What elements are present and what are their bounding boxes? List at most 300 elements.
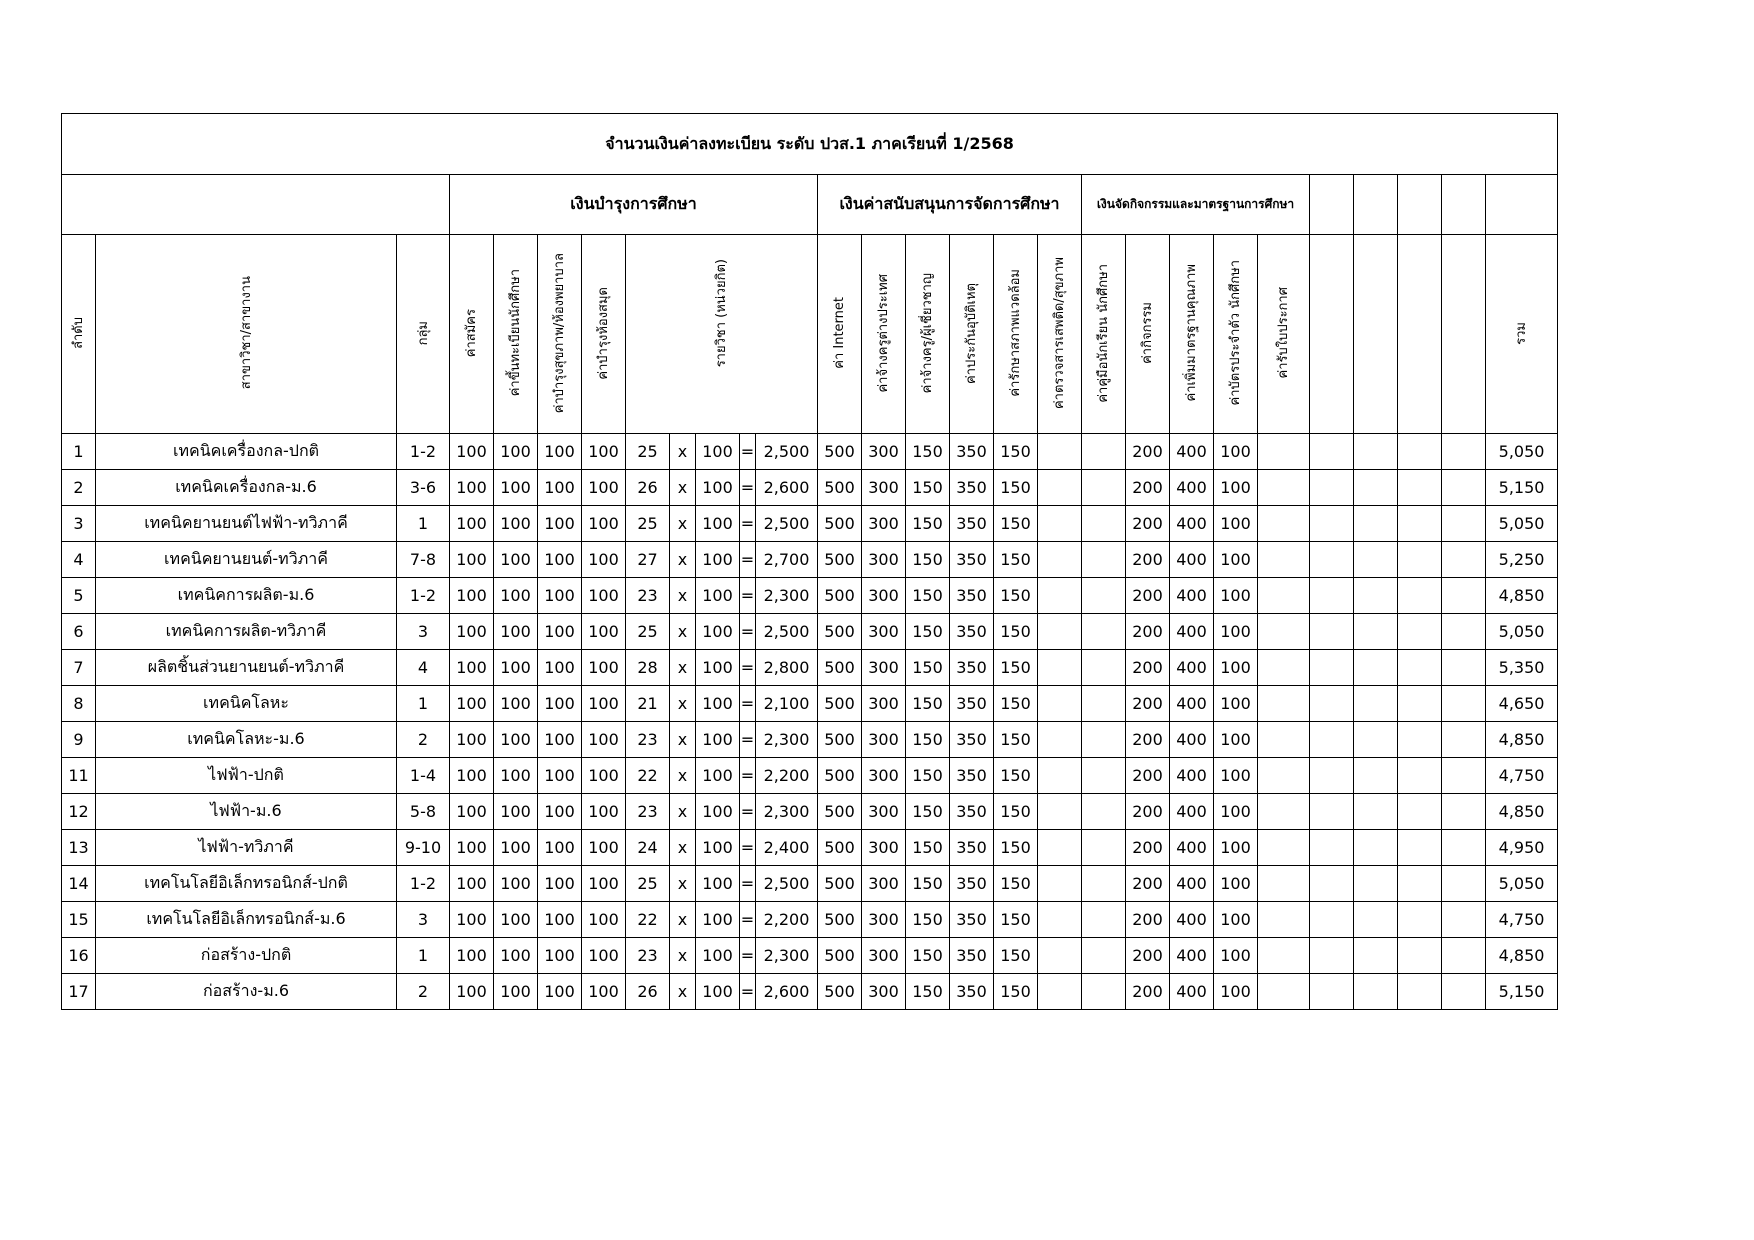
cell-environment: 150 — [994, 614, 1038, 650]
cell-expert: 150 — [906, 866, 950, 902]
cell-equals: = — [740, 614, 756, 650]
cell-times: x — [670, 758, 696, 794]
cell-environment: 150 — [994, 758, 1038, 794]
cell-apply: 100 — [450, 902, 494, 938]
cell-quality: 400 — [1170, 650, 1214, 686]
cell-subtotal: 2,300 — [756, 938, 818, 974]
cell-certificate — [1258, 830, 1310, 866]
cell-health: 100 — [538, 650, 582, 686]
cell-quality: 400 — [1170, 434, 1214, 470]
cell-subtotal: 2,800 — [756, 650, 818, 686]
cell-quality: 400 — [1170, 578, 1214, 614]
cell-times: x — [670, 542, 696, 578]
cell-environment: 150 — [994, 866, 1038, 902]
cell-drug-test — [1038, 578, 1082, 614]
cell-register: 100 — [494, 722, 538, 758]
cell-apply: 100 — [450, 614, 494, 650]
cell-equals: = — [740, 830, 756, 866]
cell-total: 5,050 — [1486, 506, 1558, 542]
cell-insurance: 350 — [950, 830, 994, 866]
cell-extra-1 — [1310, 902, 1354, 938]
cell-rate: 100 — [696, 578, 740, 614]
col-header-handbook: ค่าคู่มือนักเรียน นักศึกษา — [1082, 235, 1126, 434]
cell-subtotal: 2,600 — [756, 470, 818, 506]
cell-activity: 200 — [1126, 830, 1170, 866]
cell-foreign-teacher: 300 — [862, 830, 906, 866]
col-header-extra-3 — [1398, 235, 1442, 434]
cell-extra-4 — [1442, 722, 1486, 758]
cell-drug-test — [1038, 506, 1082, 542]
cell-units: 21 — [626, 686, 670, 722]
cell-expert: 150 — [906, 434, 950, 470]
cell-library: 100 — [582, 506, 626, 542]
table-row — [62, 974, 1558, 1010]
cell-no: 17 — [62, 974, 96, 1010]
cell-quality: 400 — [1170, 938, 1214, 974]
cell-rate: 100 — [696, 938, 740, 974]
cell-no: 2 — [62, 470, 96, 506]
cell-certificate — [1258, 758, 1310, 794]
cell-units: 23 — [626, 722, 670, 758]
cell-extra-4 — [1442, 974, 1486, 1010]
cell-extra-3 — [1398, 614, 1442, 650]
cell-units: 25 — [626, 506, 670, 542]
cell-group: 1-2 — [397, 866, 450, 902]
cell-equals: = — [740, 902, 756, 938]
cell-apply: 100 — [450, 506, 494, 542]
cell-apply: 100 — [450, 578, 494, 614]
cell-major: เทคโนโลยีอิเล็กทรอนิกส์-ปกติ — [96, 866, 397, 902]
cell-total: 5,150 — [1486, 470, 1558, 506]
cell-quality: 400 — [1170, 866, 1214, 902]
cell-activity: 200 — [1126, 758, 1170, 794]
cell-extra-1 — [1310, 794, 1354, 830]
cell-quality: 400 — [1170, 470, 1214, 506]
col-header-extra-1 — [1310, 235, 1354, 434]
cell-no: 5 — [62, 578, 96, 614]
col-header-id-card: ค่าบัตรประจำตัว นักศึกษา — [1214, 235, 1258, 434]
cell-certificate — [1258, 866, 1310, 902]
cell-extra-1 — [1310, 470, 1354, 506]
cell-times: x — [670, 578, 696, 614]
table-row — [62, 506, 1558, 542]
table-row — [62, 614, 1558, 650]
cell-handbook — [1082, 614, 1126, 650]
cell-health: 100 — [538, 866, 582, 902]
cell-group: 3 — [397, 614, 450, 650]
cell-id-card: 100 — [1214, 938, 1258, 974]
cell-quality: 400 — [1170, 758, 1214, 794]
group-header-extra-1 — [1310, 175, 1354, 235]
cell-quality: 400 — [1170, 614, 1214, 650]
cell-apply: 100 — [450, 830, 494, 866]
cell-register: 100 — [494, 830, 538, 866]
cell-no: 6 — [62, 614, 96, 650]
group-header-support: เงินค่าสนับสนุนการจัดการศึกษา — [818, 175, 1082, 235]
cell-activity: 200 — [1126, 506, 1170, 542]
cell-times: x — [670, 650, 696, 686]
cell-foreign-teacher: 300 — [862, 650, 906, 686]
cell-health: 100 — [538, 830, 582, 866]
cell-no: 8 — [62, 686, 96, 722]
cell-total: 5,250 — [1486, 542, 1558, 578]
cell-activity: 200 — [1126, 434, 1170, 470]
cell-library: 100 — [582, 902, 626, 938]
cell-internet: 500 — [818, 470, 862, 506]
cell-total: 4,650 — [1486, 686, 1558, 722]
cell-drug-test — [1038, 830, 1082, 866]
cell-internet: 500 — [818, 938, 862, 974]
cell-extra-4 — [1442, 434, 1486, 470]
cell-rate: 100 — [696, 434, 740, 470]
cell-extra-1 — [1310, 578, 1354, 614]
cell-foreign-teacher: 300 — [862, 758, 906, 794]
cell-expert: 150 — [906, 758, 950, 794]
cell-handbook — [1082, 866, 1126, 902]
cell-insurance: 350 — [950, 542, 994, 578]
cell-register: 100 — [494, 974, 538, 1010]
cell-library: 100 — [582, 650, 626, 686]
cell-expert: 150 — [906, 974, 950, 1010]
cell-insurance: 350 — [950, 578, 994, 614]
cell-activity: 200 — [1126, 614, 1170, 650]
cell-internet: 500 — [818, 578, 862, 614]
cell-rate: 100 — [696, 614, 740, 650]
cell-total: 4,950 — [1486, 830, 1558, 866]
cell-drug-test — [1038, 542, 1082, 578]
cell-environment: 150 — [994, 650, 1038, 686]
cell-times: x — [670, 506, 696, 542]
cell-expert: 150 — [906, 470, 950, 506]
fee-table — [61, 113, 1558, 1010]
cell-environment: 150 — [994, 578, 1038, 614]
cell-id-card: 100 — [1214, 794, 1258, 830]
cell-register: 100 — [494, 470, 538, 506]
cell-extra-4 — [1442, 542, 1486, 578]
cell-insurance: 350 — [950, 902, 994, 938]
cell-units: 26 — [626, 974, 670, 1010]
cell-certificate — [1258, 650, 1310, 686]
cell-extra-3 — [1398, 794, 1442, 830]
cell-register: 100 — [494, 758, 538, 794]
cell-expert: 150 — [906, 686, 950, 722]
cell-drug-test — [1038, 794, 1082, 830]
group-header-blank — [62, 175, 450, 235]
cell-internet: 500 — [818, 434, 862, 470]
cell-subtotal: 2,400 — [756, 830, 818, 866]
cell-subtotal: 2,500 — [756, 434, 818, 470]
cell-apply: 100 — [450, 938, 494, 974]
cell-extra-4 — [1442, 686, 1486, 722]
cell-extra-2 — [1354, 686, 1398, 722]
cell-foreign-teacher: 300 — [862, 578, 906, 614]
cell-total: 4,850 — [1486, 578, 1558, 614]
cell-handbook — [1082, 506, 1126, 542]
cell-rate: 100 — [696, 722, 740, 758]
cell-register: 100 — [494, 614, 538, 650]
cell-times: x — [670, 902, 696, 938]
cell-apply: 100 — [450, 974, 494, 1010]
cell-activity: 200 — [1126, 470, 1170, 506]
cell-foreign-teacher: 300 — [862, 938, 906, 974]
cell-no: 13 — [62, 830, 96, 866]
cell-extra-1 — [1310, 686, 1354, 722]
table-row — [62, 686, 1558, 722]
cell-extra-2 — [1354, 434, 1398, 470]
col-header-drug-test: ค่าตรวจสารเสพติด/สุขภาพ — [1038, 235, 1082, 434]
cell-group: 7-8 — [397, 542, 450, 578]
cell-rate: 100 — [696, 794, 740, 830]
cell-insurance: 350 — [950, 794, 994, 830]
cell-total: 5,150 — [1486, 974, 1558, 1010]
cell-subtotal: 2,200 — [756, 902, 818, 938]
col-header-extra-4 — [1442, 235, 1486, 434]
cell-internet: 500 — [818, 902, 862, 938]
cell-certificate — [1258, 938, 1310, 974]
cell-environment: 150 — [994, 938, 1038, 974]
cell-environment: 150 — [994, 506, 1038, 542]
cell-group: 2 — [397, 974, 450, 1010]
cell-extra-1 — [1310, 506, 1354, 542]
cell-quality: 400 — [1170, 830, 1214, 866]
cell-activity: 200 — [1126, 866, 1170, 902]
cell-activity: 200 — [1126, 902, 1170, 938]
col-header-environment: ค่ารักษาสภาพแวดล้อม — [994, 235, 1038, 434]
cell-environment: 150 — [994, 686, 1038, 722]
cell-drug-test — [1038, 866, 1082, 902]
cell-activity: 200 — [1126, 794, 1170, 830]
cell-extra-3 — [1398, 974, 1442, 1010]
cell-insurance: 350 — [950, 722, 994, 758]
cell-handbook — [1082, 578, 1126, 614]
cell-major: เทคนิคยานยนต์-ทวิภาคี — [96, 542, 397, 578]
cell-equals: = — [740, 578, 756, 614]
cell-foreign-teacher: 300 — [862, 794, 906, 830]
cell-insurance: 350 — [950, 506, 994, 542]
cell-expert: 150 — [906, 722, 950, 758]
cell-library: 100 — [582, 794, 626, 830]
cell-subtotal: 2,300 — [756, 578, 818, 614]
cell-times: x — [670, 794, 696, 830]
cell-subtotal: 2,500 — [756, 866, 818, 902]
cell-total: 4,750 — [1486, 902, 1558, 938]
cell-handbook — [1082, 974, 1126, 1010]
cell-units: 25 — [626, 434, 670, 470]
cell-library: 100 — [582, 434, 626, 470]
cell-total: 5,050 — [1486, 866, 1558, 902]
cell-rate: 100 — [696, 830, 740, 866]
cell-library: 100 — [582, 866, 626, 902]
cell-extra-2 — [1354, 578, 1398, 614]
cell-activity: 200 — [1126, 686, 1170, 722]
cell-health: 100 — [538, 974, 582, 1010]
cell-register: 100 — [494, 794, 538, 830]
table-row — [62, 434, 1558, 470]
col-header-insurance: ค่าประกันอุบัติเหตุ — [950, 235, 994, 434]
cell-major: ไฟฟ้า-ปกติ — [96, 758, 397, 794]
cell-no: 4 — [62, 542, 96, 578]
cell-total: 4,850 — [1486, 938, 1558, 974]
cell-drug-test — [1038, 758, 1082, 794]
cell-equals: = — [740, 470, 756, 506]
cell-extra-4 — [1442, 470, 1486, 506]
cell-group: 9-10 — [397, 830, 450, 866]
col-header-quality: ค่าเพิ่มมาตรฐานคุณภาพ — [1170, 235, 1214, 434]
cell-extra-2 — [1354, 542, 1398, 578]
cell-group: 1 — [397, 938, 450, 974]
cell-major: ไฟฟ้า-ทวิภาคี — [96, 830, 397, 866]
cell-extra-4 — [1442, 830, 1486, 866]
cell-extra-3 — [1398, 758, 1442, 794]
cell-internet: 500 — [818, 614, 862, 650]
cell-handbook — [1082, 434, 1126, 470]
cell-units: 24 — [626, 830, 670, 866]
cell-drug-test — [1038, 938, 1082, 974]
cell-drug-test — [1038, 722, 1082, 758]
cell-times: x — [670, 614, 696, 650]
cell-no: 12 — [62, 794, 96, 830]
group-header-extra-5 — [1486, 175, 1558, 235]
cell-internet: 500 — [818, 722, 862, 758]
cell-certificate — [1258, 470, 1310, 506]
cell-times: x — [670, 974, 696, 1010]
cell-subtotal: 2,200 — [756, 758, 818, 794]
cell-library: 100 — [582, 830, 626, 866]
cell-major: เทคนิคโลหะ — [96, 686, 397, 722]
group-header-extra-2 — [1354, 175, 1398, 235]
cell-handbook — [1082, 758, 1126, 794]
table-row — [62, 722, 1558, 758]
cell-id-card: 100 — [1214, 830, 1258, 866]
table-row — [62, 758, 1558, 794]
cell-health: 100 — [538, 614, 582, 650]
table-row — [62, 470, 1558, 506]
cell-units: 25 — [626, 866, 670, 902]
col-header-internet: ค่า Internet — [818, 235, 862, 434]
cell-register: 100 — [494, 434, 538, 470]
cell-total: 4,850 — [1486, 794, 1558, 830]
cell-register: 100 — [494, 542, 538, 578]
cell-extra-3 — [1398, 722, 1442, 758]
table-row — [62, 542, 1558, 578]
cell-handbook — [1082, 794, 1126, 830]
cell-extra-3 — [1398, 902, 1442, 938]
cell-handbook — [1082, 650, 1126, 686]
cell-quality: 400 — [1170, 506, 1214, 542]
col-header-library: ค่าบำรุงห้องสมุด — [582, 235, 626, 434]
cell-times: x — [670, 866, 696, 902]
col-header-total: รวม — [1486, 235, 1558, 434]
cell-group: 1 — [397, 506, 450, 542]
cell-activity: 200 — [1126, 578, 1170, 614]
cell-handbook — [1082, 830, 1126, 866]
cell-environment: 150 — [994, 434, 1038, 470]
col-header-subject: รายวิชา (หน่วยกิต) — [626, 235, 818, 434]
cell-handbook — [1082, 542, 1126, 578]
cell-rate: 100 — [696, 758, 740, 794]
cell-extra-2 — [1354, 506, 1398, 542]
col-header-major: สาขาวิชา/สาขางาน — [96, 235, 397, 434]
cell-extra-3 — [1398, 866, 1442, 902]
cell-no: 14 — [62, 866, 96, 902]
cell-major: ไฟฟ้า-ม.6 — [96, 794, 397, 830]
cell-extra-2 — [1354, 794, 1398, 830]
cell-certificate — [1258, 542, 1310, 578]
cell-id-card: 100 — [1214, 434, 1258, 470]
cell-id-card: 100 — [1214, 686, 1258, 722]
cell-health: 100 — [538, 470, 582, 506]
col-header-register: ค่าขึ้นทะเบียนนักศึกษา — [494, 235, 538, 434]
cell-activity: 200 — [1126, 542, 1170, 578]
cell-certificate — [1258, 794, 1310, 830]
cell-extra-4 — [1442, 902, 1486, 938]
cell-environment: 150 — [994, 830, 1038, 866]
cell-apply: 100 — [450, 758, 494, 794]
cell-total: 5,350 — [1486, 650, 1558, 686]
cell-foreign-teacher: 300 — [862, 614, 906, 650]
cell-foreign-teacher: 300 — [862, 722, 906, 758]
cell-drug-test — [1038, 902, 1082, 938]
cell-rate: 100 — [696, 506, 740, 542]
cell-drug-test — [1038, 974, 1082, 1010]
cell-extra-2 — [1354, 614, 1398, 650]
col-header-expert: ค่าจ้างครู/ผู้เชี่ยวชาญ — [906, 235, 950, 434]
cell-drug-test — [1038, 614, 1082, 650]
cell-quality: 400 — [1170, 794, 1214, 830]
cell-insurance: 350 — [950, 974, 994, 1010]
cell-extra-4 — [1442, 650, 1486, 686]
cell-register: 100 — [494, 686, 538, 722]
cell-units: 27 — [626, 542, 670, 578]
cell-health: 100 — [538, 758, 582, 794]
cell-total: 4,850 — [1486, 722, 1558, 758]
cell-times: x — [670, 686, 696, 722]
cell-rate: 100 — [696, 542, 740, 578]
cell-extra-3 — [1398, 542, 1442, 578]
cell-health: 100 — [538, 902, 582, 938]
cell-extra-2 — [1354, 974, 1398, 1010]
cell-group: 1-4 — [397, 758, 450, 794]
cell-quality: 400 — [1170, 902, 1214, 938]
cell-major: ก่อสร้าง-ม.6 — [96, 974, 397, 1010]
cell-extra-2 — [1354, 866, 1398, 902]
cell-register: 100 — [494, 902, 538, 938]
cell-insurance: 350 — [950, 686, 994, 722]
cell-apply: 100 — [450, 650, 494, 686]
cell-extra-3 — [1398, 506, 1442, 542]
cell-certificate — [1258, 722, 1310, 758]
cell-id-card: 100 — [1214, 542, 1258, 578]
cell-subtotal: 2,500 — [756, 614, 818, 650]
cell-activity: 200 — [1126, 938, 1170, 974]
cell-id-card: 100 — [1214, 650, 1258, 686]
cell-foreign-teacher: 300 — [862, 470, 906, 506]
cell-apply: 100 — [450, 794, 494, 830]
col-header-foreign-teacher: ค่าจ้างครูต่างประเทศ — [862, 235, 906, 434]
col-header-apply: ค่าสมัคร — [450, 235, 494, 434]
cell-expert: 150 — [906, 614, 950, 650]
cell-library: 100 — [582, 578, 626, 614]
cell-internet: 500 — [818, 830, 862, 866]
cell-handbook — [1082, 902, 1126, 938]
cell-extra-4 — [1442, 506, 1486, 542]
cell-major: เทคนิคโลหะ-ม.6 — [96, 722, 397, 758]
cell-no: 11 — [62, 758, 96, 794]
cell-equals: = — [740, 686, 756, 722]
table-row — [62, 578, 1558, 614]
cell-register: 100 — [494, 506, 538, 542]
cell-drug-test — [1038, 434, 1082, 470]
